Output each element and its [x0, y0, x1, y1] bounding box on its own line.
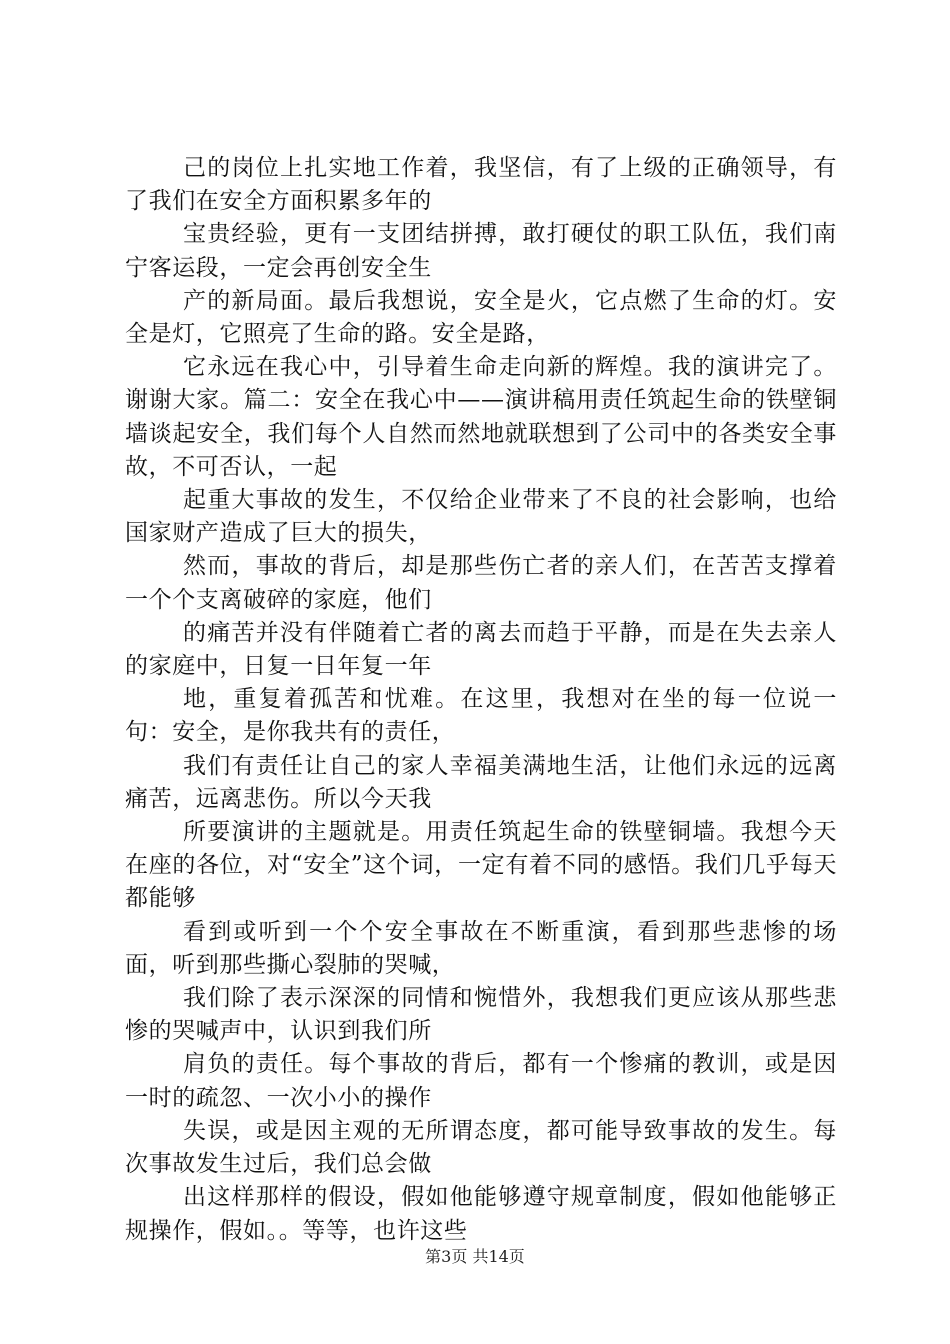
paragraph: 出这样那样的假设，假如他能够遵守规章制度，假如他能够正规操作，假如。。等等，也许这些 — [125, 1184, 837, 1244]
paragraph: 的痛苦并没有伴随着亡者的离去而趋于平静，而是在失去亲人的家庭中，日复一日年复一年 — [125, 619, 837, 680]
page-number-footer: 第3页 共14页 — [425, 1247, 525, 1266]
paragraph: 产的新局面。最后我想说，安全是火，它点燃了生命的灯。安全是灯，它照亮了生命的路。安全是路， — [125, 287, 837, 348]
paragraph: 我们除了表示深深的同情和惋惜外，我想我们更应该从那些悲惨的哭喊声中，认识到我们所 — [125, 985, 837, 1045]
paragraph: 地，重复着孤苦和忧难。在这里，我想对在坐的每一位说一句：安全，是你我共有的责任， — [125, 686, 837, 746]
paragraph: 所要演讲的主题就是。用责任筑起生命的铁壁铜墙。我想今天在座的各位，对“安全”这个词，一定有着不同的感悟。我们几乎每天都能够 — [125, 819, 837, 912]
paragraph: 己的岗位上扎实地工作着，我坚信，有了上级的正确领导，有了我们在安全方面积累多年的 — [125, 155, 837, 215]
paragraph: 我们有责任让自己的家人幸福美满地生活，让他们永远的远离痛苦，远离悲伤。所以今天我 — [125, 752, 837, 812]
paragraph: 起重大事故的发生，不仅给企业带来了不良的社会影响，也给国家财产造成了巨大的损失， — [125, 487, 837, 547]
paragraph: 然而，事故的背后，却是那些伤亡者的亲人们，在苦苦支撑着一个个支离破碎的家庭，他们 — [125, 553, 837, 613]
paragraph: 失误，或是因主观的无所谓态度，都可能导致事故的发生。每次事故发生过后，我们总会做 — [125, 1117, 837, 1178]
paragraph: 宝贵经验，更有一支团结拼搏，敢打硬仗的职工队伍，我们南宁客运段，一定会再创安全生 — [125, 221, 837, 281]
paragraph: 它永远在我心中，引导着生命走向新的辉煌。我的演讲完了。谢谢大家。篇二：安全在我心中——演讲稿用责任筑起生命的铁壁铜墙谈起安全，我们每个人自然而然地就联想到了公司中的各类安全事故，不可否认，一起 — [125, 354, 837, 480]
body-text — [125, 152, 837, 1248]
paragraph: 看到或听到一个个安全事故在不断重演，看到那些悲惨的场面，听到那些撕心裂肺的哭喊， — [125, 918, 837, 978]
paragraph: 肩负的责任。每个事故的背后，都有一个惨痛的教训，或是因一时的疏忽、一次小小的操作 — [125, 1051, 837, 1111]
